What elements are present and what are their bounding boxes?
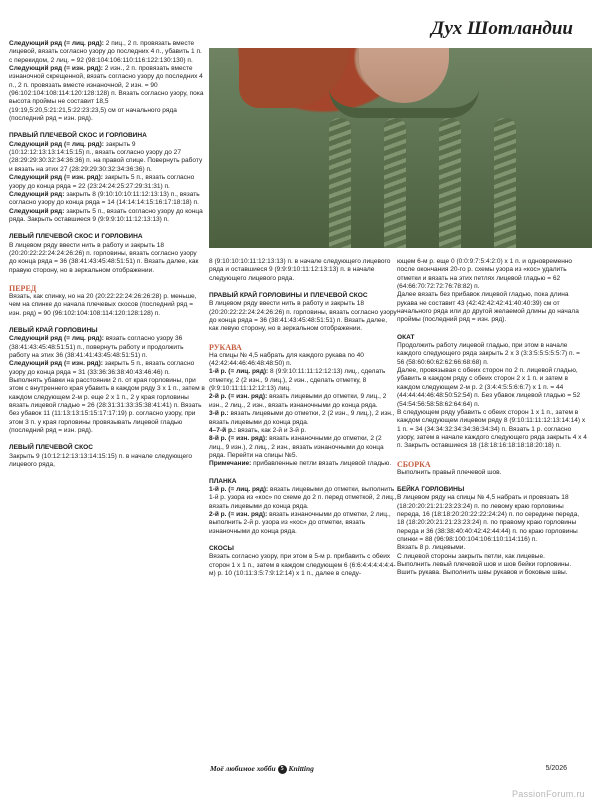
paragraph [397,258,587,291]
issue-number: 5/2026 [545,765,567,772]
row-label: Следующий ряд (= изн. ряд): [9,65,103,73]
paragraph-text: В лицевом ряду ввести нить в работу и закрыть 18 (20:20:22:22:24:24:26:26) п. горловины, вязать согласно узору до конца ряда = 36 (38:41:43:45:48:51:51) п. Вязать далее, как левую сторону, но в зеркальном отображении. [209,300,397,333]
paragraph-text: ПЕРЕД [9,283,37,293]
paragraph-text: вязать изнаночными до отметки, 2 лиц., выполнить 2-й р. узора из «кос» до отметки, вязать изнаночными до конца ряда. [209,510,391,535]
paragraph-text: На спицы № 4,5 набрать для каждого рукава по 40 (42:42:44:46:46:48:48:50) п. [209,351,364,368]
paragraph-text: ПРАВЫЙ КРАЙ ГОРЛОВИНЫ И ПЛЕЧЕВОЙ СКОС [209,292,368,300]
watermark: PassionForum.ru [511,788,585,799]
row-label: Следующий ряд (= лиц. ряд): [9,40,104,47]
paragraph-text: Вязать 8 р. лицевыми. [397,544,466,552]
paragraph [209,553,397,578]
paragraph-text: Закрыть 9 (10:12:12:13:13:14:15:15) п. в начале следующего лицевого ряда, [9,452,193,469]
paragraph-text: Вшить рукава. Выполнить швы рукавов и боковые швы. [397,569,568,577]
paragraph-text: В лицевом ряду на спицы № 4,5 набрать и провязать 18 (18:20:20:21:21:23:23:24) п. по левому краю горловины переда, 16 (18:18:20:20:22:22:24:24) п. по середине переда, 18 (18:20:20:21:21:23:23:24) п. по правому краю горловины переда и 36 (38:38:40:40:42:42:44:44) п. по краю горловины спинки = 88 (96:98:100:104:106:110:114:116) п. [397,494,580,543]
row-label: 1-й р. (= лиц. ряд): [209,368,269,376]
paragraph [9,335,205,360]
paragraph-text: В лицевом ряду ввести нить в работу и закрыть 18 (20:20:22:22:24:24:26:26) п. горловины, вязать согласно узору до конца ряда = 36 (38:41:43:45:48:51:51) п. Вязать далее, как правую сторону, но в зеркальном отображении. [9,241,199,274]
text-column-2 [209,258,397,578]
section-heading [9,132,205,140]
paragraph [9,191,205,208]
paragraph-text: РУКАВА [209,342,242,352]
paragraph-text: закрыть 5 п., вязать согласно узору до конца ряда = 22 (23:24:24:25:27:29:31:31) п. [9,174,195,190]
paragraph-text: вязать лицевыми до отметки, 2 (2 изн., 9 лиц.), 2 изн., вязать лицевыми до конца ряда. [209,410,395,426]
paragraph-text: закрыть 8 (9:10:10:10:11:12:13:13) п., вязать согласно узору до конца ряда = 14 (14:14:14:15:16:17:18:18) п. [9,190,200,207]
paragraph-text: 2 пиц., 2 п. провязать вместе лицевой, вязать согласно узору до последних 4 п., убавить 1 п. с перекидом, 2 лиц. = 92 (98:104:106:110:116:122:130:130) п. [9,40,202,64]
paragraph-text: ЛЕВЫЙ ПЛЕЧЕВОЙ СКОС И ГОРЛОВИНА [9,233,143,241]
section-heading [9,284,205,293]
paragraph [209,393,397,410]
paragraph-text: ПРАВЫЙ ПЛЕЧЕВОЙ СКОС И ГОРЛОВИНА [9,132,147,140]
row-label: Следующий ряд (= лиц. ряд): [9,140,104,148]
section-heading [9,444,205,452]
row-label: 8-й р. (= изн. ряд): [209,435,268,443]
paragraph [9,174,205,191]
paragraph-text: Выполнить левый плечевой шов и шов бейки горловины. [397,561,572,568]
paragraph [397,342,587,367]
paragraph [397,569,587,577]
row-label: 3-й р.: [209,410,229,418]
paragraph [9,141,205,174]
paragraph [209,486,397,511]
footer-brand: Knitting [288,764,314,774]
row-label: Следующий ряд (= изн. ряд): [9,174,103,182]
footer-title: Моё любимое хобби [210,764,276,774]
text-column-3 [397,258,587,578]
paragraph-text: ПЛАНКА [209,477,237,485]
row-label: Примечание: [209,460,252,468]
row-label: Следующий ряд: [9,190,65,198]
section-heading [397,460,587,469]
row-label: 2-й р. (= изн. ряд): [209,510,268,518]
row-label: 4–7-й р.: [209,426,236,434]
paragraph-text: вязать, как 2-й и 3-й р. [235,426,307,434]
page-title: Дух Шотландии [431,18,573,39]
paragraph-text: вязать согласно узору 36 (38:41:43:45:48:51:51) п., повернуть работу и продолжить работу на этих 36 (38:41:41:43:45:48:51:51) п. [9,335,184,359]
paragraph-text: ЛЕВЫЙ КРАЙ ГОРЛОВИНЫ [9,326,98,334]
paragraph [209,352,397,369]
paragraph-text: Далее вязать без прибавок лицевой гладью, пока длина рукава не составит 43 (42:42:42:42:41:40:40:39) см от начального ряда или до другой желаемой длины до начала проймы (последний ряд = изн. ряд). [397,291,579,324]
paragraph-text: закрыть 9 (10:12:12:13:13:14:15:15) п., вязать согласно узору до 27 (28:29:29:30:32:34:36:36) п. на правой спице. Повернуть работу и вязать на этих 27 (28:29:29:30:32:34:36:36) п. [9,140,203,173]
paragraph [397,494,587,544]
paragraph [209,427,397,435]
paragraph-text: 8 (9:10:10:10:11:12:13:13) п. в начале следующего лицевого ряда и оставшиеся 9 (9:9:9:10:11:12:13:13) п. в начале следующего лицевого ряда. [209,258,391,282]
paragraph-text: БЕЙКА ГОРЛОВИНЫ [397,485,465,493]
paragraph [9,65,205,123]
paragraph [209,460,397,468]
paragraph-text: закрыть 5 п., вязать согласно узору до конца ряда = 31 (33:36:36:38:40:43:46:46) п. Выполнять убавки на расстоянии 2 п. от края горловины, при этом с внутреннего края убавить в каждом ряду 3 х 1 п., затем в каждом следующем 2-м р. еще 2 х 1 п., 2 у края горловины вязать лицевой гладью = 26 (28:31:31:33:35:38:41:41) п. Вязать без убавок 11 (11:13:13:15:15:17:17:19) р. согласно узору, при этом 3 п. у края горловины провязывать лицевой гладью (последний ряд = изн. ряд). [9,360,205,435]
paragraph [209,368,397,393]
paragraph-text: закрыть 5 п., вязать согласно узору до конца ряда. Закрыть оставшиеся 9 (9:9:9:10:11:12:13:13) п. [9,207,203,223]
row-label: Следующий ряд: [9,207,65,215]
section-heading [209,478,397,486]
paragraph [209,258,397,283]
paragraph-text: С лицевой стороны закрыть петли, как лицевые. [397,552,545,560]
paragraph [397,291,587,324]
paragraph [209,435,397,460]
paragraph [397,544,587,552]
row-label: 2-й р. (= изн. ряд): [209,393,268,401]
section-heading [397,334,587,342]
paragraph-text: Вязать согласно узору, при этом в 5-м р. прибавить с обеих сторон 1 х 1 п., затем в каждом следующем 6 (6:6:4:4:4:4:4:4-м) р. 10 (10:11:3:5:7:9:12:14) х 1 п., далее в следу- [209,553,396,577]
footer [210,765,314,774]
paragraph-text: ОКАТ [397,333,415,341]
paragraph-text: Далее, провязывая с обеих сторон по 2 п. лицевой гладью, убавить в каждом ряду с обеих сторон 2 х 1 п. и затем в каждом следующем 2-м р. 2 (3:4:4:5:5:6:6:7) х 1 п. = 44 (44:44:44:46:48:50:52:54) п. Без убавок лицевой гладью = 52 (54:54:56:58:58:62:64:64) п. [397,367,581,408]
row-label: Следующий ряд (= лиц. ряд): [9,335,104,343]
section-heading [397,486,587,494]
paragraph-text: СБОРКА [397,459,431,469]
paragraph [9,360,205,435]
paragraph [9,242,205,275]
paragraph [209,410,397,427]
collar-shape [329,88,479,118]
paragraph [397,409,587,451]
paragraph [9,40,205,65]
row-label: 1-й р. (= лиц. ряд): [209,485,269,493]
paragraph-text: вязать лицевыми до отметки, выполнить 1-й р. узора из «кос» по схеме до 2 п. перед отметкой, 2 лиц., вязать лицевыми до конца ряда. [209,485,397,510]
paragraph [397,367,587,409]
paragraph-text: вязать изнаночными до отметки, 2 (2 лиц., 9 изн.), 2 лиц., 2 изн., вязать изнаночными до конца ряда. Перейти на спицы №5. [209,435,384,459]
paragraph-text: Вязать, как спинку, но на 20 (20:22:22:24:26:26:28) р. меньше, чем на спинке до начала плечевых скосов (последний ряд = изн. ряд) = 90 (96:102:104:108:114:120:128:128) п. [9,292,197,317]
row-label: Следующий ряд (= изн. ряд): [9,360,103,368]
paragraph [9,453,205,470]
paragraph-text: ЛЕВЫЙ ПЛЕЧЕВОЙ СКОС [9,444,93,452]
sweater-photo [209,48,592,248]
paragraph [209,511,397,536]
paragraph-text: вязать лицевыми до отметки, 9 лиц., 2 изн., 2 лиц., 2 изн., вязать изнаночными до конца ряда. [209,393,387,409]
paragraph-text: Продолжить работу лицевой гладью, при этом в начале каждого следующего ряда закрыть 2 х 3 (3:3:5:5:5:5:5:7) п. = 56 (58:60:60:62:62:66:68:68) п. [397,342,580,366]
paragraph-text: Выполнить правый плечевой шов. [397,468,502,476]
footer-logo-icon: 5 [278,765,287,774]
paragraph [209,300,397,333]
text-column-1 [9,40,205,469]
paragraph-text: СКОСЫ [209,544,234,552]
paragraph-text: прибавленные петли вязать лицевой гладью. [251,460,392,468]
paragraph-text: 8 (9:9:10:11:11:12:12:13) лиц., сделать отметку, 2 (2 изн., 9 лиц.), 2 изн., сделать отметку, 8 (9:9:10:11:11:12:12:13) лиц. [209,368,386,393]
paragraph [9,293,205,318]
paragraph-text: ющем 6-м р. еще 0 (0:0:9:7:5:4:2:0) х 1 п. и одновременно после окончания 20-го р. схемы узора из «кос» удалить отметки и вязать на этих петлях лицевой гладью = 62 (64:66:70:72:72:76:78:82) п. [397,258,573,291]
paragraph [397,469,587,477]
section-heading [9,233,205,241]
cable-pattern [384,118,406,248]
paragraph [9,208,205,225]
cable-pattern [494,118,516,248]
cable-pattern [439,118,461,248]
paragraph-text: 2 изн., 2 п. провязать вместе изнаночной скрещенной, вязать согласно узору до последних 4 п., 2 п. провязать вместе изнаночной, 2 изн. = 90 (96:102:104:108:114:120:128:128) п. Вязать согласно узору, пока высота проймы не составит 18,5 (19:19,5:20,5:21:21,5:22:23:23,5) см от начального ряда (последний ряд = изн. ряд). [9,65,204,123]
paragraph [397,553,587,561]
paragraph-text: В следующем ряду убавить с обеих сторон 1 х 1 п., затем в каждом следующем лицевом ряду 8 (9:10:11:11:12:13:14:14) х 1 п. = 34 (34:34:32:34:34:36:34:34) п. Вязать 1 р. согласно узору, затем в начале каждого следующего ряда закрыть 4 х 4 п. Закрыть оставшиеся 18 (18:18:16:18:18:18:20:18) п. [397,408,587,450]
section-heading [209,343,397,352]
cable-pattern [329,118,351,248]
